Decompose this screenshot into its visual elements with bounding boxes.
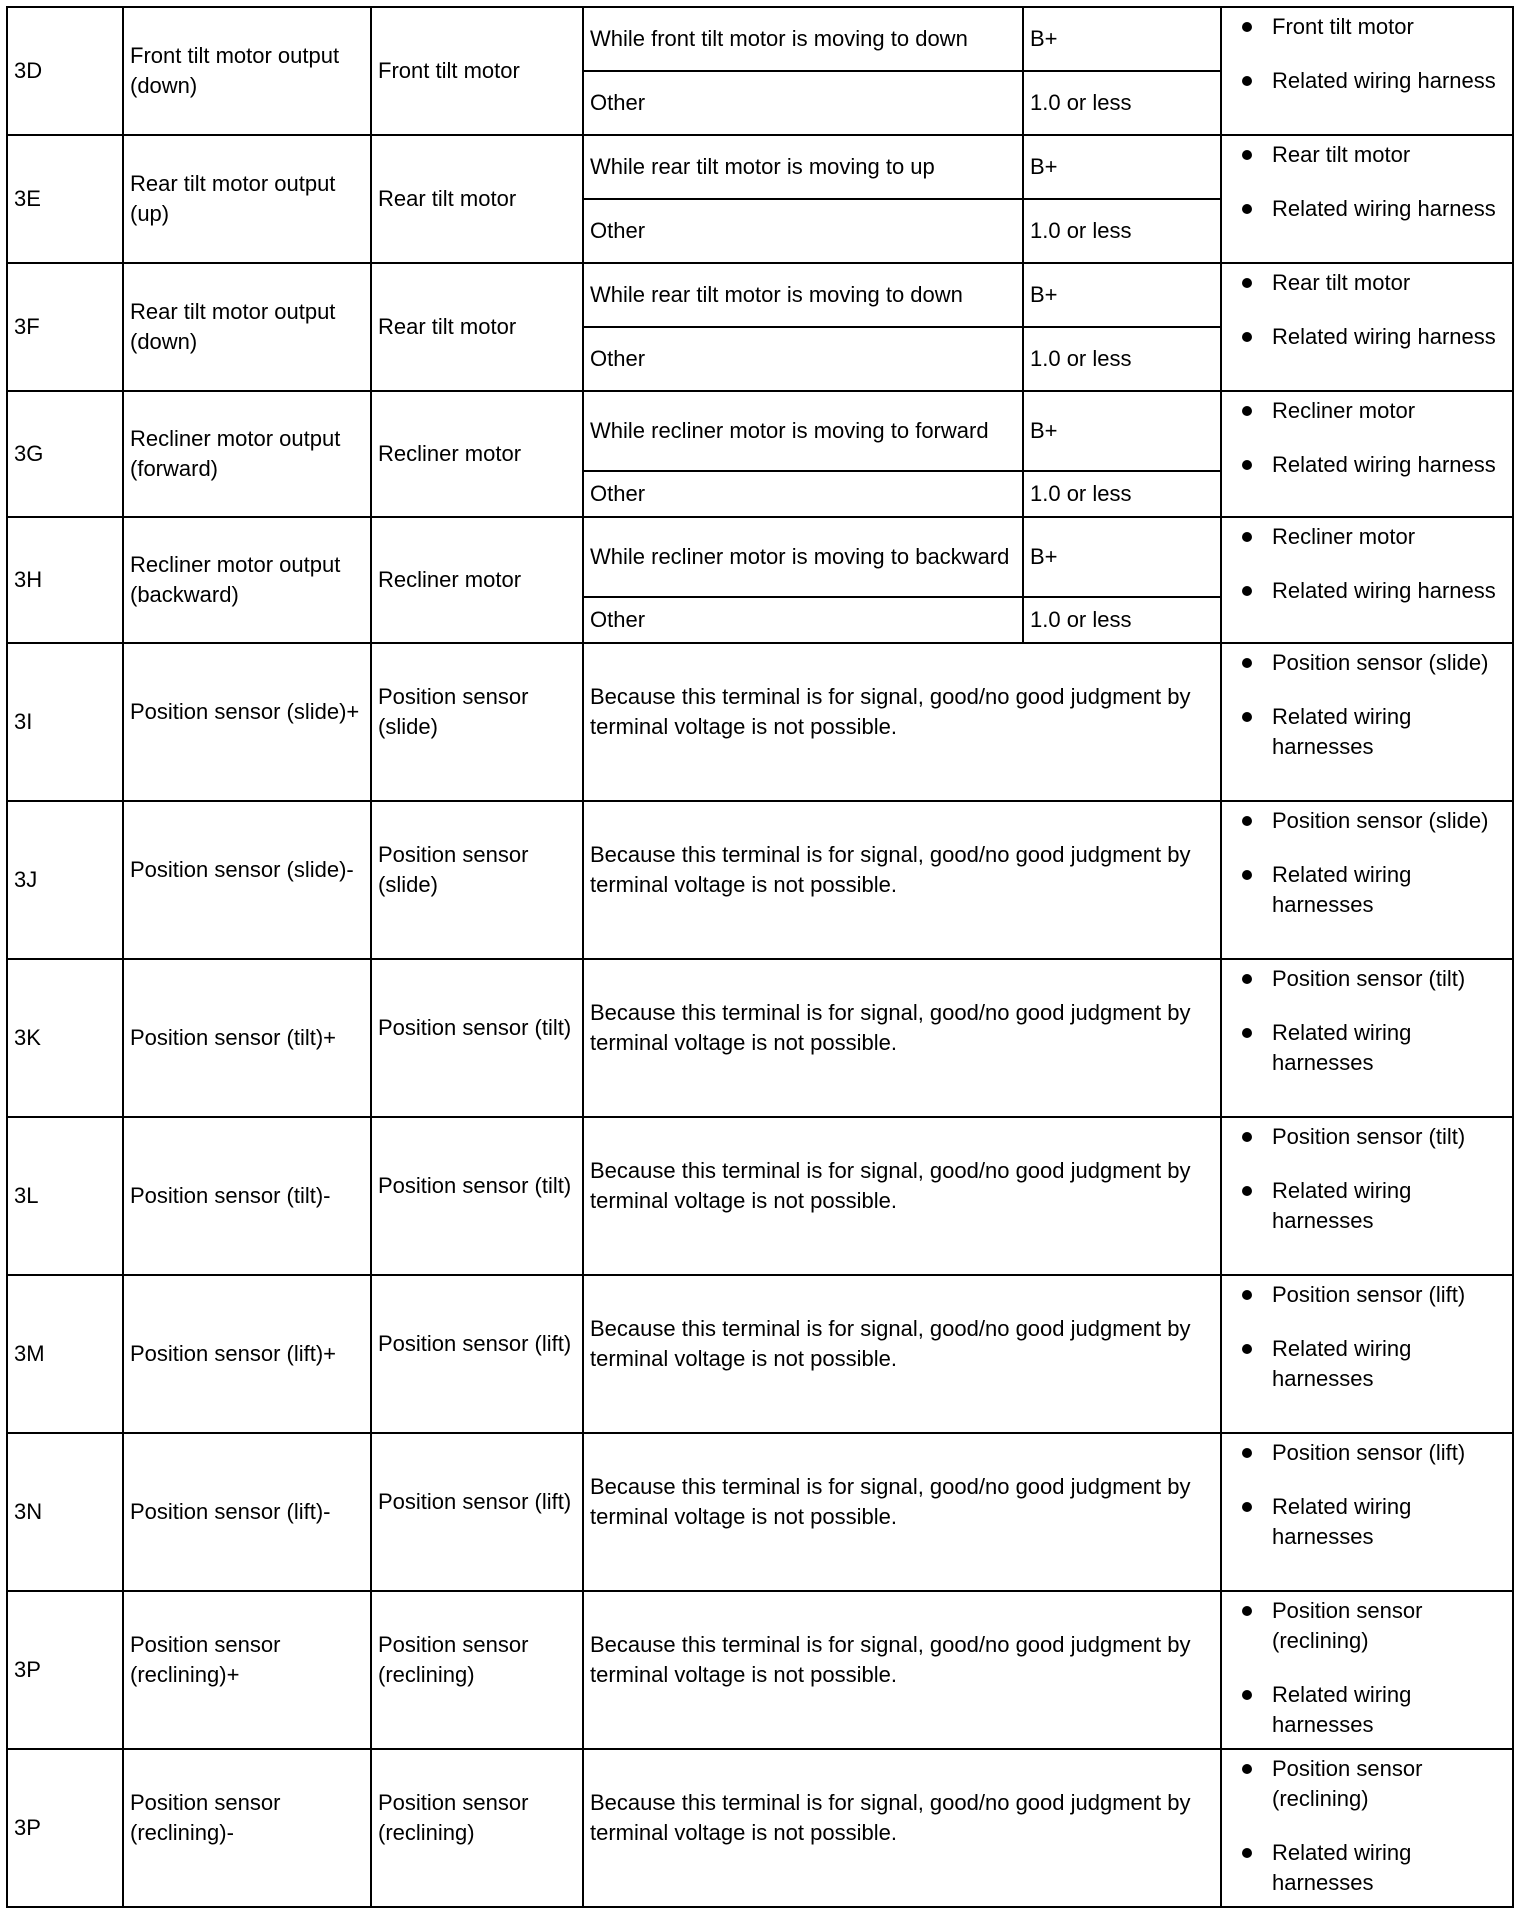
table-row [7, 1275, 1513, 1433]
table-row [7, 391, 1513, 471]
value-cell: 1.0 or less [1023, 471, 1221, 517]
inspection-cell [1221, 1433, 1513, 1591]
inspection-cell [1221, 263, 1513, 391]
list-item: Related wiring harnesses [1228, 1838, 1506, 1898]
table-row [7, 1433, 1513, 1591]
signal-cell: Front tilt motor [371, 7, 583, 135]
bullet-icon [1242, 1606, 1252, 1616]
note-cell: Because this terminal is for signal, good/no good judgment by terminal voltage is not possible. [583, 1275, 1221, 1433]
list-item: Related wiring harness [1228, 194, 1506, 224]
description-cell: Position sensor (reclining)- [123, 1749, 371, 1907]
description-cell: Position sensor (lift)- [123, 1433, 371, 1591]
inspection-cell [1221, 1591, 1513, 1749]
condition-cell: Other [583, 327, 1023, 391]
terminal-cell: 3J [7, 801, 123, 959]
bullet-icon [1242, 1028, 1252, 1038]
note-cell: Because this terminal is for signal, good/no good judgment by terminal voltage is not possible. [583, 643, 1221, 801]
list-item: Position sensor (lift) [1228, 1438, 1506, 1468]
terminal-cell: 3G [7, 391, 123, 517]
inspection-cell [1221, 801, 1513, 959]
bullet-icon [1242, 816, 1252, 826]
description-cell: Position sensor (tilt)- [123, 1117, 371, 1275]
description-cell: Position sensor (slide)- [123, 801, 371, 959]
list-item: Position sensor (reclining) [1228, 1754, 1506, 1814]
condition-cell: Other [583, 471, 1023, 517]
inspection-cell [1221, 135, 1513, 263]
inspection-cell [1221, 959, 1513, 1117]
bullet-icon [1242, 1344, 1252, 1354]
terminal-cell: 3P [7, 1591, 123, 1749]
table-row [7, 263, 1513, 327]
condition-cell: While rear tilt motor is moving to down [583, 263, 1023, 327]
value-cell: 1.0 or less [1023, 71, 1221, 135]
description-cell: Position sensor (slide)+ [123, 643, 371, 801]
condition-cell: While recliner motor is moving to forward [583, 391, 1023, 471]
bullet-icon [1242, 1132, 1252, 1142]
condition-cell: Other [583, 199, 1023, 263]
signal-cell: Position sensor (slide) [371, 643, 583, 801]
description-cell: Rear tilt motor output (up) [123, 135, 371, 263]
inspection-cell [1221, 7, 1513, 135]
bullet-icon [1242, 1448, 1252, 1458]
list-item: Recliner motor [1228, 522, 1506, 552]
note-cell: Because this terminal is for signal, good/no good judgment by terminal voltage is not possible. [583, 1591, 1221, 1749]
value-cell: B+ [1023, 7, 1221, 71]
signal-cell: Position sensor (lift) [371, 1275, 583, 1433]
bullet-icon [1242, 870, 1252, 880]
bullet-icon [1242, 712, 1252, 722]
table-row [7, 959, 1513, 1117]
terminal-table-sheet [6, 6, 1512, 1902]
bullet-icon [1242, 332, 1252, 342]
table-row [7, 1591, 1513, 1749]
bullet-icon [1242, 76, 1252, 86]
signal-cell: Position sensor (lift) [371, 1433, 583, 1591]
signal-cell: Recliner motor [371, 391, 583, 517]
terminal-cell: 3F [7, 263, 123, 391]
value-cell: B+ [1023, 135, 1221, 199]
bullet-icon [1242, 204, 1252, 214]
terminal-cell: 3E [7, 135, 123, 263]
terminal-cell: 3P [7, 1749, 123, 1907]
description-cell: Position sensor (tilt)+ [123, 959, 371, 1117]
terminal-table [6, 6, 1514, 1908]
table-row [7, 1749, 1513, 1907]
inspection-cell [1221, 391, 1513, 517]
table-row [7, 7, 1513, 71]
signal-cell: Position sensor (slide) [371, 801, 583, 959]
list-item: Recliner motor [1228, 396, 1506, 426]
note-cell: Because this terminal is for signal, good/no good judgment by terminal voltage is not possible. [583, 1749, 1221, 1907]
list-item: Front tilt motor [1228, 12, 1506, 42]
condition-cell: While rear tilt motor is moving to up [583, 135, 1023, 199]
list-item: Rear tilt motor [1228, 268, 1506, 298]
list-item: Position sensor (slide) [1228, 648, 1506, 678]
terminal-cell: 3N [7, 1433, 123, 1591]
list-item: Position sensor (lift) [1228, 1280, 1506, 1310]
value-cell: 1.0 or less [1023, 327, 1221, 391]
inspection-cell [1221, 1117, 1513, 1275]
value-cell: 1.0 or less [1023, 199, 1221, 263]
signal-cell: Rear tilt motor [371, 135, 583, 263]
condition-cell: While front tilt motor is moving to down [583, 7, 1023, 71]
bullet-icon [1242, 1186, 1252, 1196]
description-cell: Rear tilt motor output (down) [123, 263, 371, 391]
list-item: Position sensor (reclining) [1228, 1596, 1506, 1656]
inspection-cell [1221, 1275, 1513, 1433]
table-row [7, 517, 1513, 597]
bullet-icon [1242, 1290, 1252, 1300]
list-item: Related wiring harnesses [1228, 1492, 1506, 1552]
condition-cell: Other [583, 71, 1023, 135]
bullet-icon [1242, 278, 1252, 288]
description-cell: Position sensor (reclining)+ [123, 1591, 371, 1749]
bullet-icon [1242, 406, 1252, 416]
note-cell: Because this terminal is for signal, good/no good judgment by terminal voltage is not possible. [583, 801, 1221, 959]
signal-cell: Position sensor (tilt) [371, 959, 583, 1117]
note-cell: Because this terminal is for signal, good/no good judgment by terminal voltage is not possible. [583, 1433, 1221, 1591]
bullet-icon [1242, 460, 1252, 470]
description-cell: Position sensor (lift)+ [123, 1275, 371, 1433]
list-item: Position sensor (slide) [1228, 806, 1506, 836]
terminal-cell: 3H [7, 517, 123, 643]
bullet-icon [1242, 1690, 1252, 1700]
table-row [7, 135, 1513, 199]
list-item: Related wiring harnesses [1228, 1334, 1506, 1394]
bullet-icon [1242, 1764, 1252, 1774]
note-cell: Because this terminal is for signal, good/no good judgment by terminal voltage is not possible. [583, 1117, 1221, 1275]
value-cell: B+ [1023, 263, 1221, 327]
description-cell: Front tilt motor output (down) [123, 7, 371, 135]
list-item: Related wiring harnesses [1228, 702, 1506, 762]
description-cell: Recliner motor output (backward) [123, 517, 371, 643]
bullet-icon [1242, 658, 1252, 668]
bullet-icon [1242, 586, 1252, 596]
description-cell: Recliner motor output (forward) [123, 391, 371, 517]
condition-cell: While recliner motor is moving to backward [583, 517, 1023, 597]
list-item: Related wiring harness [1228, 450, 1506, 480]
inspection-cell [1221, 643, 1513, 801]
list-item: Related wiring harness [1228, 576, 1506, 606]
value-cell: 1.0 or less [1023, 597, 1221, 643]
bullet-icon [1242, 974, 1252, 984]
inspection-cell [1221, 517, 1513, 643]
bullet-icon [1242, 22, 1252, 32]
list-item: Related wiring harness [1228, 66, 1506, 96]
inspection-cell [1221, 1749, 1513, 1907]
terminal-cell: 3D [7, 7, 123, 135]
terminal-cell: 3L [7, 1117, 123, 1275]
list-item: Related wiring harnesses [1228, 1018, 1506, 1078]
bullet-icon [1242, 1848, 1252, 1858]
list-item: Rear tilt motor [1228, 140, 1506, 170]
bullet-icon [1242, 1502, 1252, 1512]
signal-cell: Rear tilt motor [371, 263, 583, 391]
table-row [7, 1117, 1513, 1275]
list-item: Position sensor (tilt) [1228, 1122, 1506, 1152]
terminal-cell: 3K [7, 959, 123, 1117]
signal-cell: Position sensor (reclining) [371, 1591, 583, 1749]
bullet-icon [1242, 532, 1252, 542]
signal-cell: Position sensor (reclining) [371, 1749, 583, 1907]
condition-cell: Other [583, 597, 1023, 643]
value-cell: B+ [1023, 517, 1221, 597]
signal-cell: Recliner motor [371, 517, 583, 643]
bullet-icon [1242, 150, 1252, 160]
note-cell: Because this terminal is for signal, good/no good judgment by terminal voltage is not possible. [583, 959, 1221, 1117]
signal-cell: Position sensor (tilt) [371, 1117, 583, 1275]
list-item: Related wiring harnesses [1228, 1680, 1506, 1740]
terminal-cell: 3I [7, 643, 123, 801]
terminal-cell: 3M [7, 1275, 123, 1433]
list-item: Related wiring harness [1228, 322, 1506, 352]
table-row [7, 643, 1513, 801]
list-item: Position sensor (tilt) [1228, 964, 1506, 994]
list-item: Related wiring harnesses [1228, 1176, 1506, 1236]
list-item: Related wiring harnesses [1228, 860, 1506, 920]
value-cell: B+ [1023, 391, 1221, 471]
table-row [7, 801, 1513, 959]
